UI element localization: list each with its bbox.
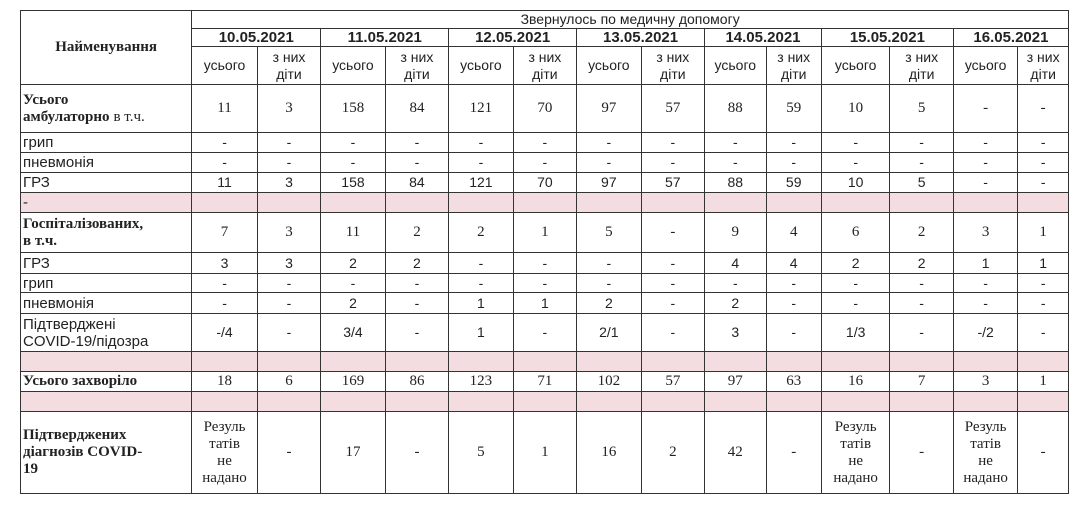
row-label: пневмонія	[21, 153, 192, 173]
empty-cell	[641, 392, 704, 412]
empty-cell	[321, 352, 385, 372]
value-cell: -	[513, 133, 576, 153]
table-row	[21, 193, 1069, 213]
date-header: 14.05.2021	[705, 29, 822, 47]
empty-cell	[385, 392, 448, 412]
empty-cell	[705, 352, 766, 372]
value-cell: 42	[705, 412, 766, 494]
value-cell: -	[766, 153, 821, 173]
sub-header-total: усього	[449, 47, 513, 85]
empty-cell	[257, 352, 320, 372]
row-label: ГРЗ	[21, 173, 192, 193]
date-header: 13.05.2021	[577, 29, 705, 47]
empty-cell	[577, 193, 641, 213]
sub-header-total: усього	[192, 47, 257, 85]
result-not-given-word: татів	[970, 435, 1002, 452]
value-cell: -	[641, 274, 704, 293]
value-cell: 158	[321, 173, 385, 193]
empty-cell	[953, 193, 1017, 213]
sub-header-children-line2: діти	[780, 65, 807, 82]
value-cell: 169	[321, 372, 385, 392]
value-cell: 121	[449, 173, 513, 193]
name-column-header: Найменування	[21, 11, 192, 85]
sub-header-children-line1: з них	[905, 48, 939, 65]
result-not-given-word: не	[217, 452, 232, 469]
value-cell: 2	[577, 293, 641, 314]
value-cell: -	[577, 274, 641, 293]
value-cell: -	[513, 253, 576, 274]
table-row	[21, 213, 1069, 253]
result-not-given-word: Резуль	[203, 418, 246, 435]
value-cell: 1	[513, 293, 576, 314]
sub-header-children-line1: з них	[777, 48, 811, 65]
row-label	[21, 85, 192, 133]
value-cell: -	[385, 412, 448, 494]
value-cell: 1	[449, 293, 513, 314]
table-row	[21, 153, 1069, 173]
value-cell: -	[192, 274, 257, 293]
value-cell: -	[385, 293, 448, 314]
empty-cell	[1018, 352, 1069, 372]
sub-header-total: усього	[821, 47, 890, 85]
value-cell: 97	[705, 372, 766, 392]
row-label-part: Підтверджених	[23, 427, 127, 443]
value-cell: 84	[385, 85, 448, 133]
sub-header-total: усього	[705, 47, 766, 85]
value-cell: -	[1018, 153, 1069, 173]
value-cell: 1	[1018, 213, 1069, 253]
value-cell: -	[385, 153, 448, 173]
value-cell: 10	[821, 173, 890, 193]
value-cell: -	[1018, 133, 1069, 153]
value-cell: -	[385, 314, 448, 352]
empty-cell	[766, 352, 821, 372]
value-cell: 2	[705, 293, 766, 314]
value-cell: 3	[705, 314, 766, 352]
value-cell: 5	[890, 85, 953, 133]
value-cell: -	[257, 314, 320, 352]
value-cell: 11	[192, 173, 257, 193]
value-cell: -	[257, 412, 320, 494]
separator-row	[21, 352, 1069, 372]
value-cell: 2	[321, 253, 385, 274]
value-cell: -	[257, 293, 320, 314]
result-not-given-word: Резуль	[964, 418, 1007, 435]
value-cell: -	[1018, 274, 1069, 293]
value-cell: 2	[821, 253, 890, 274]
value-cell: -	[641, 253, 704, 274]
value-cell: -	[577, 253, 641, 274]
date-header: 11.05.2021	[321, 29, 449, 47]
value-cell: 2	[321, 293, 385, 314]
morbidity-report-table	[20, 10, 1069, 494]
value-cell: -	[1018, 85, 1069, 133]
value-cell: -	[1018, 412, 1069, 494]
value-cell: 88	[705, 85, 766, 133]
value-cell: 57	[641, 372, 704, 392]
value-cell: -	[953, 274, 1017, 293]
table-row	[21, 133, 1069, 153]
value-cell: -	[1018, 293, 1069, 314]
result-not-given-word: надано	[833, 469, 878, 486]
value-cell: -	[890, 412, 953, 494]
sub-header-total: усього	[321, 47, 385, 85]
empty-cell	[1018, 392, 1069, 412]
value-cell: -	[953, 85, 1017, 133]
value-cell: -	[890, 133, 953, 153]
value-cell: -	[641, 153, 704, 173]
value-cell: 3	[192, 253, 257, 274]
empty-cell	[1018, 193, 1069, 213]
value-cell: 121	[449, 85, 513, 133]
empty-cell	[513, 352, 576, 372]
value-cell: -	[577, 133, 641, 153]
row-label: Усього захворіло	[21, 372, 192, 392]
row-label-part: амбулаторно	[23, 108, 110, 125]
value-cell: 3	[257, 85, 320, 133]
row-label-part: Підтверджені	[23, 315, 116, 333]
value-cell: -	[641, 293, 704, 314]
value-cell: -	[821, 293, 890, 314]
value-cell: 2	[385, 213, 448, 253]
value-cell: 5	[577, 213, 641, 253]
value-cell: -	[257, 153, 320, 173]
empty-cell	[192, 352, 257, 372]
value-cell: 3	[953, 213, 1017, 253]
value-cell: 123	[449, 372, 513, 392]
row-label-part: Усього	[23, 91, 69, 108]
value-cell: 1	[513, 412, 576, 494]
value-cell: 5	[449, 412, 513, 494]
value-cell: -	[449, 133, 513, 153]
empty-cell	[953, 352, 1017, 372]
empty-cell	[257, 392, 320, 412]
empty-cell	[821, 392, 890, 412]
table-row	[21, 293, 1069, 314]
value-cell: 2	[890, 253, 953, 274]
value-cell: 158	[321, 85, 385, 133]
value-cell: 10	[821, 85, 890, 133]
date-header: 10.05.2021	[192, 29, 321, 47]
value-cell: -	[890, 293, 953, 314]
value-cell: -	[705, 274, 766, 293]
value-cell: -/4	[192, 314, 257, 352]
header-row-group	[21, 11, 1069, 29]
value-cell: 2	[641, 412, 704, 494]
sub-header-children-line2: діти	[404, 65, 430, 82]
date-header: 15.05.2021	[821, 29, 953, 47]
value-cell: -	[641, 314, 704, 352]
value-cell: -	[821, 274, 890, 293]
value-cell: -	[705, 153, 766, 173]
value-cell: -	[321, 133, 385, 153]
value-cell: 1	[449, 314, 513, 352]
value-cell: 3	[257, 253, 320, 274]
value-cell: 4	[766, 253, 821, 274]
empty-cell	[705, 392, 766, 412]
row-label-part: в т.ч.	[113, 108, 145, 125]
value-cell: -	[385, 133, 448, 153]
result-not-given-cell	[953, 412, 1017, 494]
sub-header-total: усього	[577, 47, 641, 85]
value-cell: 70	[513, 85, 576, 133]
table-row	[21, 253, 1069, 274]
value-cell: 6	[821, 213, 890, 253]
value-cell: 6	[257, 372, 320, 392]
value-cell: -	[513, 274, 576, 293]
row-label	[21, 314, 192, 352]
empty-cell	[257, 193, 320, 213]
value-cell: 97	[577, 173, 641, 193]
sub-header-children-line2: діти	[660, 65, 686, 82]
row-label: грип	[21, 274, 192, 293]
value-cell: 1	[513, 213, 576, 253]
table-row	[21, 314, 1069, 352]
value-cell: 97	[577, 85, 641, 133]
empty-cell	[766, 392, 821, 412]
result-not-given-cell	[192, 412, 257, 494]
date-header: 12.05.2021	[449, 29, 577, 47]
value-cell: -	[890, 153, 953, 173]
value-cell: 5	[890, 173, 953, 193]
value-cell: -	[953, 293, 1017, 314]
sub-header-children-line2: діти	[276, 65, 302, 82]
value-cell: 84	[385, 173, 448, 193]
value-cell: 9	[705, 213, 766, 253]
value-cell: -	[766, 293, 821, 314]
table-row	[21, 85, 1069, 133]
value-cell: -	[385, 274, 448, 293]
value-cell: -	[449, 253, 513, 274]
table-row	[21, 274, 1069, 293]
sub-header-children	[257, 47, 320, 85]
value-cell: 17	[321, 412, 385, 494]
value-cell: 11	[192, 85, 257, 133]
sub-header-children	[1018, 47, 1069, 85]
value-cell: -	[641, 213, 704, 253]
row-label: пневмонія	[21, 293, 192, 314]
result-not-given-word: не	[848, 452, 863, 469]
value-cell: -	[766, 274, 821, 293]
value-cell: -	[953, 173, 1017, 193]
value-cell: 2	[449, 213, 513, 253]
empty-cell	[705, 193, 766, 213]
empty-cell	[953, 392, 1017, 412]
sub-header-children-line2: діти	[1030, 65, 1056, 82]
value-cell: -	[192, 293, 257, 314]
date-header: 16.05.2021	[953, 29, 1068, 47]
value-cell: 7	[890, 372, 953, 392]
value-cell: 2	[890, 213, 953, 253]
sub-header-children-line2: діти	[908, 65, 935, 82]
sub-header-children-line1: з них	[272, 48, 306, 65]
empty-cell	[21, 352, 192, 372]
row-label	[21, 412, 192, 494]
empty-cell	[449, 193, 513, 213]
value-cell: -	[705, 133, 766, 153]
sub-header-total: усього	[953, 47, 1017, 85]
row-label-part: 19	[23, 461, 38, 477]
row-label-part: в т.ч.	[23, 232, 58, 249]
sub-header-children-line2: діти	[532, 65, 558, 82]
empty-cell	[321, 193, 385, 213]
separator-row	[21, 392, 1069, 412]
empty-cell	[385, 193, 448, 213]
value-cell: -	[766, 133, 821, 153]
empty-cell	[821, 352, 890, 372]
value-cell: 86	[385, 372, 448, 392]
group-title: Звернулось по медичну допомогу	[192, 11, 1069, 29]
value-cell: 4	[705, 253, 766, 274]
empty-cell	[21, 392, 192, 412]
value-cell: 3	[953, 372, 1017, 392]
table-row	[21, 173, 1069, 193]
empty-cell	[821, 193, 890, 213]
empty-cell	[513, 392, 576, 412]
value-cell: -	[257, 133, 320, 153]
value-cell: -	[449, 274, 513, 293]
value-cell: -	[449, 153, 513, 173]
value-cell: -	[821, 153, 890, 173]
empty-cell	[385, 352, 448, 372]
value-cell: 1	[1018, 253, 1069, 274]
value-cell: 57	[641, 173, 704, 193]
value-cell: -	[321, 153, 385, 173]
value-cell: -	[577, 153, 641, 173]
value-cell: 1	[1018, 372, 1069, 392]
value-cell: -	[257, 274, 320, 293]
value-cell: 70	[513, 173, 576, 193]
value-cell: 59	[766, 85, 821, 133]
value-cell: -	[821, 133, 890, 153]
value-cell: 88	[705, 173, 766, 193]
empty-cell	[890, 392, 953, 412]
result-not-given-word: татів	[840, 435, 872, 452]
sub-header-children-line1: з них	[528, 48, 562, 65]
value-cell: 71	[513, 372, 576, 392]
sub-header-children-line1: з них	[656, 48, 690, 65]
value-cell: -	[766, 314, 821, 352]
value-cell: 1/3	[821, 314, 890, 352]
empty-cell	[577, 352, 641, 372]
value-cell: 2/1	[577, 314, 641, 352]
value-cell: 16	[821, 372, 890, 392]
sub-header-children	[766, 47, 821, 85]
empty-cell	[890, 352, 953, 372]
value-cell: 2	[385, 253, 448, 274]
value-cell: -	[1018, 314, 1069, 352]
empty-cell	[321, 392, 385, 412]
sub-header-children-line1: з них	[1026, 48, 1060, 65]
result-not-given-word: надано	[963, 469, 1008, 486]
value-cell: 1	[953, 253, 1017, 274]
row-label: -	[21, 193, 192, 213]
row-label: грип	[21, 133, 192, 153]
result-not-given-word: Резуль	[834, 418, 877, 435]
sub-header-children	[641, 47, 704, 85]
empty-cell	[890, 193, 953, 213]
value-cell: 3	[257, 213, 320, 253]
value-cell: -	[192, 133, 257, 153]
value-cell: 18	[192, 372, 257, 392]
value-cell: -	[953, 133, 1017, 153]
sub-header-children	[385, 47, 448, 85]
value-cell: -	[766, 412, 821, 494]
result-not-given-word: надано	[202, 469, 247, 486]
table-row	[21, 412, 1069, 494]
empty-cell	[577, 392, 641, 412]
table-row	[21, 372, 1069, 392]
empty-cell	[192, 193, 257, 213]
value-cell: -	[1018, 173, 1069, 193]
value-cell: -	[321, 274, 385, 293]
value-cell: -	[641, 133, 704, 153]
value-cell: -	[513, 153, 576, 173]
sub-header-children	[890, 47, 953, 85]
value-cell: -	[192, 153, 257, 173]
sub-header-children-line1: з них	[400, 48, 434, 65]
row-label-part: Госпіталізованих,	[23, 215, 144, 232]
value-cell: -	[890, 314, 953, 352]
empty-cell	[766, 193, 821, 213]
sub-header-children	[513, 47, 576, 85]
value-cell: 7	[192, 213, 257, 253]
result-not-given-word: не	[978, 452, 993, 469]
value-cell: 63	[766, 372, 821, 392]
value-cell: 3	[257, 173, 320, 193]
empty-cell	[513, 193, 576, 213]
value-cell: -	[953, 153, 1017, 173]
empty-cell	[449, 352, 513, 372]
value-cell: -	[890, 274, 953, 293]
value-cell: 59	[766, 173, 821, 193]
row-label-part: діагнозів COVID-	[23, 444, 143, 460]
value-cell: 102	[577, 372, 641, 392]
empty-cell	[641, 352, 704, 372]
value-cell: 11	[321, 213, 385, 253]
row-label-part: COVID-19/підозра	[23, 332, 149, 350]
empty-cell	[192, 392, 257, 412]
value-cell: 4	[766, 213, 821, 253]
value-cell: -/2	[953, 314, 1017, 352]
row-label: ГРЗ	[21, 253, 192, 274]
value-cell: 16	[577, 412, 641, 494]
row-label	[21, 213, 192, 253]
empty-cell	[449, 392, 513, 412]
result-not-given-word: татів	[209, 435, 240, 452]
value-cell: 3/4	[321, 314, 385, 352]
value-cell: 57	[641, 85, 704, 133]
empty-cell	[641, 193, 704, 213]
result-not-given-cell	[821, 412, 890, 494]
value-cell: -	[513, 314, 576, 352]
